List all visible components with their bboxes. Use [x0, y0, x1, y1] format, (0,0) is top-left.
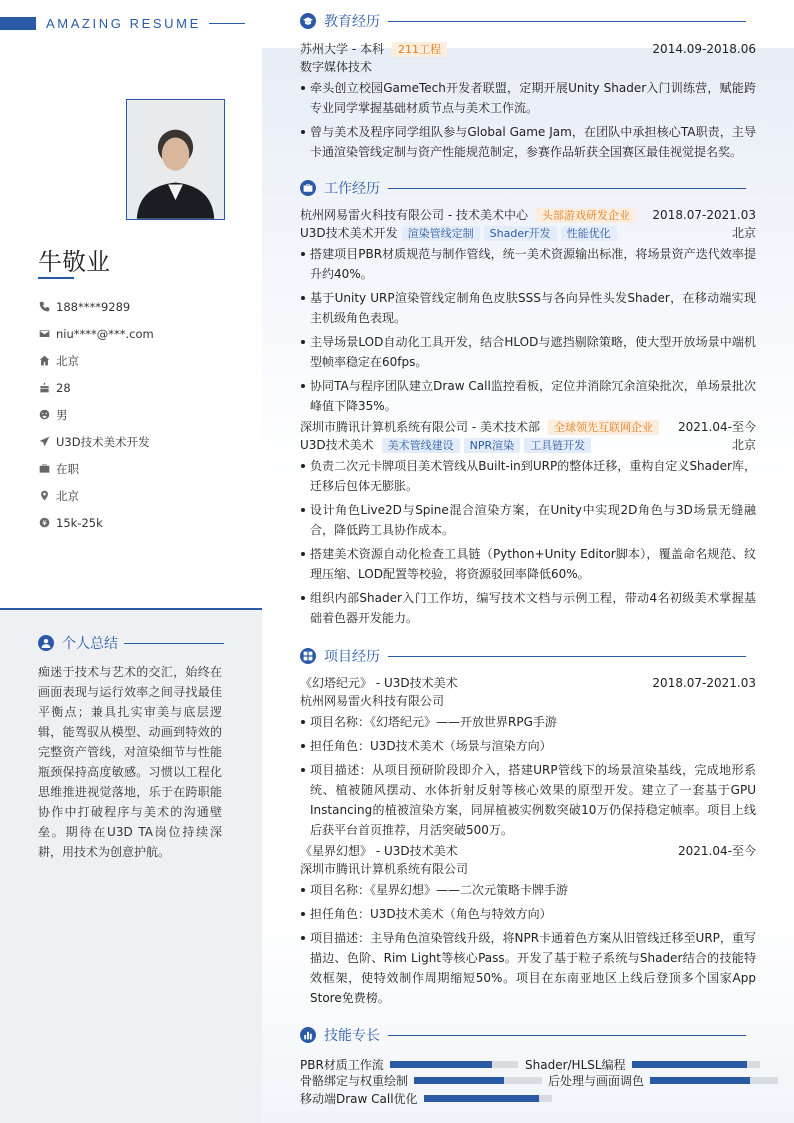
skill-label: 移动端Draw Call优化: [300, 1091, 418, 1106]
project-2-row: [300, 842, 756, 860]
job-1-bullets: [300, 244, 756, 416]
job-2: [300, 418, 756, 628]
list-item: 项目名称：《星界幻想》——二次元策略卡牌手游: [300, 880, 756, 900]
skills-header: [300, 1026, 756, 1044]
info-email-text: niu****@***.com: [56, 326, 154, 341]
job-2-role-tag: 美术管线建设: [382, 438, 460, 453]
job-1-company-row: [300, 206, 756, 224]
education-header: [300, 12, 756, 30]
project-2-date: 2021.04-至今: [678, 844, 756, 858]
list-item: 担任角色：U3D技术美术（场景与渲染方向）: [300, 736, 756, 756]
skill-bar: [390, 1061, 518, 1068]
info-age-text: 28: [56, 380, 71, 395]
info-gender-text: 男: [56, 407, 68, 422]
list-item: 设计角色Live2D与Spine混合渲染方案，在Unity中实现2D角色与3D场景无缝融合，降低跨工具协作成本。: [300, 500, 756, 540]
location-icon: [38, 490, 50, 502]
project-2-name: 《星界幻想》 - U3D技术美术: [300, 844, 458, 858]
skill-label: Shader/HLSL编程: [525, 1057, 626, 1072]
skill-bar-fill: [414, 1077, 504, 1084]
job-1-role-row: [300, 224, 756, 242]
job-1: [300, 206, 756, 416]
list-item: 组织内部Shader入门工作坊，编写技术文档与示例工程，带动4名初级美术掌握基础着色器开发能力。: [300, 588, 756, 628]
mail-icon: [38, 328, 50, 340]
job-2-company: 深圳市腾讯计算机系统有限公司 - 美术技术部: [300, 420, 540, 434]
graduation-cap-icon: [300, 13, 316, 29]
bar-chart-icon: [300, 1027, 316, 1043]
list-item: 担任角色：U3D技术美术（角色与特效方向）: [300, 904, 756, 924]
summary-header: [38, 633, 224, 653]
work-header: [300, 179, 756, 197]
info-phone: [38, 293, 248, 320]
list-item: 搭建美术资源自动化检查工具链（Python+Unity Editor脚本），覆盖命名规范、纹理压缩、LOD配置等校验，将资源驳回率降低60%。: [300, 544, 756, 584]
job-2-role-row: [300, 436, 756, 454]
info-location-text: 北京: [56, 488, 79, 503]
school-name: 苏州大学 - 本科: [300, 42, 384, 56]
education-line: [388, 21, 746, 22]
school-tag: 211工程: [392, 42, 447, 57]
skills-title: 技能专长: [324, 1028, 380, 1044]
home-icon: [38, 355, 50, 367]
contact-info: [38, 293, 248, 536]
info-salary-text: 15k-25k: [56, 515, 103, 530]
user-icon: [38, 635, 54, 651]
brand-bar: [0, 17, 36, 30]
work-title: 工作经历: [324, 181, 380, 197]
skill-bar-fill: [650, 1077, 750, 1084]
info-salary: [38, 509, 248, 536]
summary-line: [124, 643, 224, 644]
job-1-role-tag: 渲染管线定制: [402, 226, 480, 241]
list-item: 主导场景LOD自动化工具开发，结合HLOD与遮挡剔除策略，使大型开放场景中端机型帧率稳定在60fps。: [300, 332, 756, 372]
projects-header: [300, 647, 756, 665]
gender-icon: [38, 409, 50, 421]
major-row: [300, 58, 756, 76]
phone-icon: [38, 301, 50, 313]
info-age: [38, 374, 248, 401]
info-email: [38, 320, 248, 347]
job-2-role-tag: NPR渲染: [464, 438, 521, 453]
briefcase-icon: [300, 180, 316, 196]
skill-item: [300, 1071, 542, 1089]
job-1-date: 2018.07-2021.03: [652, 208, 756, 222]
skill-bar: [414, 1077, 542, 1084]
briefcase-icon: [38, 463, 50, 475]
education-title: 教育经历: [324, 14, 380, 30]
send-icon: [38, 436, 50, 448]
summary-text: 痴迷于技术与艺术的交汇，始终在画面表现与运行效率之间寻找最佳平衡点；兼具扎实审美与底层逻辑，能驾驭从模型、动画到特效的完整资产管线，对渲染细节与性能瓶颈保持高度敏感。习惯以工程化思维推进视觉落地，乐于在跨职能协作中打破程序与美术的沟通壁垒。期待在U3D TA岗位持续深耕，用技术为创意护航。: [38, 665, 222, 859]
grid-icon: [300, 648, 316, 664]
list-item: 负责二次元卡牌项目美术管线从Built-in到URP的整体迁移，重构自定义Shader库，迁移后包体无膨胀。: [300, 456, 756, 496]
project-1-row: [300, 674, 756, 692]
job-1-role: U3D技术美术开发: [300, 226, 398, 240]
person-name: 牛敬业: [38, 248, 110, 276]
info-status-text: 在职: [56, 461, 79, 476]
project-1: [300, 674, 756, 840]
major-name: 数字媒体技术: [300, 60, 373, 74]
project-2-bullets: [300, 880, 756, 1008]
project-1-date: 2018.07-2021.03: [652, 676, 756, 690]
job-1-city: 北京: [731, 226, 756, 240]
project-1-company: 杭州网易雷火科技有限公司: [300, 694, 445, 708]
skill-bar-fill: [390, 1061, 492, 1068]
profile-photo: [126, 99, 225, 220]
summary-title: 个人总结: [62, 636, 118, 652]
job-2-company-tag: 全球领先互联网企业: [548, 420, 659, 435]
job-2-city: 北京: [731, 438, 756, 452]
project-1-company-row: [300, 692, 756, 710]
projects-title: 项目经历: [324, 649, 380, 665]
info-phone-text: 188****9289: [56, 299, 131, 314]
list-item: 协同TA与程序团队建立Draw Call监控看板，定位并消除冗余渲染批次，单场景批次峰值下降35%。: [300, 376, 756, 416]
job-1-company: 杭州网易雷火科技有限公司 - 技术美术中心: [300, 208, 528, 222]
job-1-role-tag: 性能优化: [561, 226, 617, 241]
info-home: [38, 347, 248, 374]
projects-line: [388, 656, 746, 657]
list-item: 搭建项目PBR材质规范与制作管线，统一美术资源输出标准，将场景资产迭代效率提升约40%。: [300, 244, 756, 284]
brand-title: AMAZING RESUME: [46, 15, 201, 31]
job-2-bullets: [300, 456, 756, 628]
info-gender: [38, 401, 248, 428]
work-line: [388, 188, 746, 189]
avatar-icon: [127, 100, 224, 219]
project-1-bullets: [300, 712, 756, 840]
name-underline: [38, 277, 74, 279]
list-item: 牵头创立校园GameTech开发者联盟，定期开展Unity Shader入门训练营，赋能跨专业同学掌握基础材质节点与美术工作流。: [300, 78, 756, 118]
job-2-role-tag: 工具链开发: [524, 438, 591, 453]
list-item: 项目名称：《幻塔纪元》——开放世界RPG手游: [300, 712, 756, 732]
info-target-job-text: U3D技术美术开发: [56, 434, 150, 449]
skill-label: PBR材质工作流: [300, 1057, 384, 1072]
skill-bar: [650, 1077, 778, 1084]
skill-label: 后处理与画面调色: [548, 1073, 645, 1088]
job-1-role-tag: Shader开发: [484, 226, 557, 241]
cake-icon: [38, 382, 50, 394]
education-bullets: [300, 78, 756, 162]
education-row: [300, 40, 756, 58]
brand-line: [209, 23, 245, 24]
info-target-job: [38, 428, 248, 455]
project-2-company-row: [300, 860, 756, 878]
list-item: 项目描述：主导角色渲染管线升级，将NPR卡通着色方案从旧管线迁移至URP，重写描边、色阶、Rim Light等核心Pass。开发了基于粒子系统与Shader结合的技能特效框架，使特效制作周期缩短50%。项目在东南亚地区上线后登顶多个国家App Store免费榜。: [300, 928, 756, 1008]
skills-line: [388, 1035, 746, 1036]
info-home-text: 北京: [56, 353, 79, 368]
job-2-date: 2021.04-至今: [678, 420, 756, 434]
list-item: 曾与美术及程序同学组队参与Global Game Jam，在团队中承担核心TA职责，主导卡通渲染管线定制与资产性能规范制定，参赛作品斩获全国赛区最佳视觉提名奖。: [300, 122, 756, 162]
education-block: [300, 40, 756, 162]
list-item: 项目描述：从项目预研阶段即介入，搭建URP管线下的场景渲染基线，完成地形系统、植被随风摆动、水体折射反射等核心效果的原型开发。建立了一套基于GPU Instancing的植被渲染方案，同屏植被实例数突破10万仍保持稳定帧率。项目上线后获平台首页推荐，月活突破500万。: [300, 760, 756, 840]
list-item: 基于Unity URP渲染管线定制角色皮肤SSS与各向异性头发Shader，在移动端实现主机级角色表现。: [300, 288, 756, 328]
skill-label: 骨骼绑定与权重绘制: [300, 1073, 409, 1088]
brand-header: [0, 15, 245, 31]
skill-item: [300, 1089, 552, 1107]
skill-item: [548, 1071, 778, 1089]
salary-icon: [38, 517, 50, 529]
job-2-role: U3D技术美术: [300, 438, 374, 452]
job-1-company-tag: 头部游戏研发企业: [536, 208, 636, 223]
project-2-company: 深圳市腾讯计算机系统有限公司: [300, 862, 469, 876]
project-1-name: 《幻塔纪元》 - U3D技术美术: [300, 676, 458, 690]
info-status: [38, 455, 248, 482]
info-location: [38, 482, 248, 509]
skill-bar-fill: [424, 1095, 539, 1102]
job-2-company-row: [300, 418, 756, 436]
skill-bar: [424, 1095, 552, 1102]
skill-bar: [632, 1061, 760, 1068]
education-date: 2014.09-2018.06: [652, 42, 756, 56]
skill-bar-fill: [632, 1061, 747, 1068]
project-2: [300, 842, 756, 1008]
